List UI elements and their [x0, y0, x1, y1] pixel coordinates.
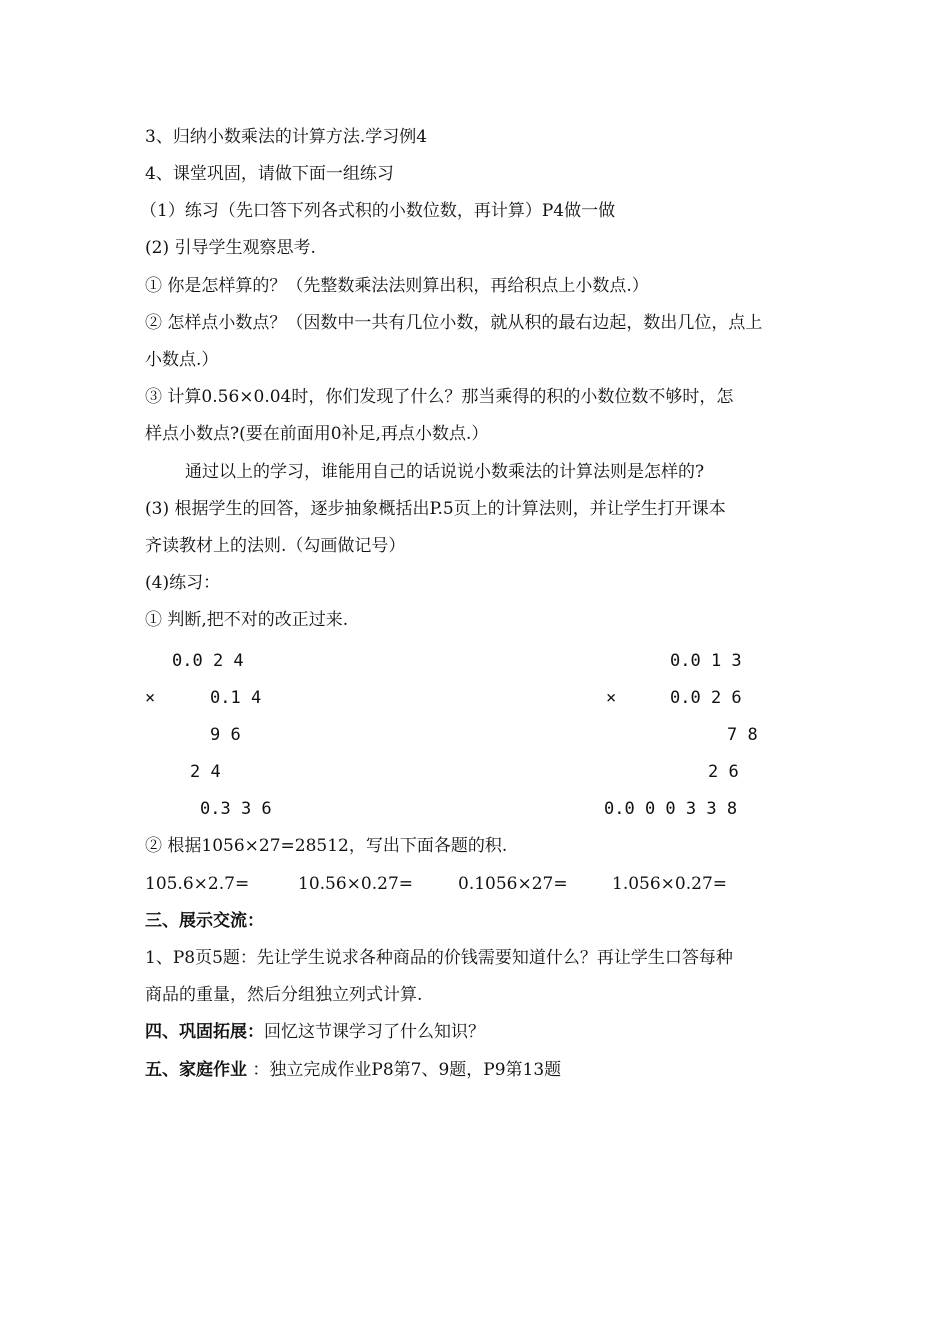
judge-instruction: ① 判断,把不对的改正过来.	[145, 610, 349, 630]
right-multiplier: 0.0 2 6	[670, 688, 742, 708]
right-times-sign: ×	[606, 688, 617, 708]
section-3-item-1-cont: 商品的重量，然后分组独立列式计算.	[145, 985, 423, 1005]
step-4-line: 4、课堂巩固，请做下面一组练习	[145, 164, 394, 184]
left-partial-1: 9 6	[210, 725, 241, 745]
section-5-line	[145, 1059, 561, 1081]
section-4-heading: 四、巩固拓展：	[145, 1022, 264, 1042]
left-result: 0.3 3 6	[200, 799, 272, 819]
question-2-cont: 小数点.）	[145, 350, 219, 370]
left-partial-2: 2 4	[190, 762, 221, 782]
exercise-4-line: (4)练习：	[145, 573, 221, 593]
section-5-heading: 五、家庭作业	[145, 1060, 247, 1080]
step-3-line: 3、归纳小数乘法的计算方法.学习例4	[145, 127, 428, 147]
section-4-body: 回忆这节课学习了什么知识？	[264, 1022, 485, 1042]
exercise-item: 10.56×0.27=	[298, 874, 414, 894]
section-3-heading: 三、展示交流：	[145, 911, 264, 931]
right-multiplicand: 0.0 1 3	[670, 651, 742, 671]
left-multiplier: 0.1 4	[210, 688, 262, 708]
question-3-line: ③ 计算0.56×0.04时，你们发现了什么？那当乘得的积的小数位数不够时，怎	[145, 387, 734, 407]
left-times-sign: ×	[145, 688, 156, 708]
right-result: 0.0 0 0 3 3 8	[604, 799, 738, 819]
exercise-3-line: (3) 根据学生的回答，逐步抽象概括出P.5页上的计算法则，并让学生打开课本	[145, 499, 726, 519]
summary-question: 通过以上的学习，谁能用自己的话说说小数乘法的计算法则是怎样的?	[185, 462, 705, 482]
exercise-item: 105.6×2.7=	[145, 874, 250, 894]
exercise-1-line: （1）练习（先口答下列各式积的小数位数，再计算）P4做一做	[140, 201, 616, 221]
product-instruction: ② 根据1056×27=28512，写出下面各题的积.	[145, 836, 508, 856]
question-2-line: ② 怎样点小数点？（因数中一共有几位小数，就从积的最右边起，数出几位，点上	[145, 313, 763, 333]
left-multiplicand: 0.0 2 4	[172, 651, 244, 671]
right-partial-2: 2 6	[708, 762, 739, 782]
exercise-3-cont: 齐读教材上的法则.（勾画做记号）	[145, 536, 406, 556]
section-5-body: ：独立完成作业P8第7、9题，P9第13题	[247, 1060, 562, 1080]
exercise-item: 0.1056×27=	[458, 874, 568, 894]
right-partial-1: 7 8	[727, 725, 758, 745]
section-3-item-1: 1、P8页5题：先让学生说求各种商品的价钱需要知道什么？再让学生口答每种	[145, 948, 733, 968]
question-3-cont: 样点小数点?(要在前面用0补足,再点小数点.）	[145, 424, 489, 444]
exercise-item: 1.056×0.27=	[612, 874, 728, 894]
question-1-line: ① 你是怎样算的？（先整数乘法法则算出积，再给积点上小数点.）	[145, 276, 649, 296]
exercise-2-line: (2) 引导学生观察思考.	[145, 238, 316, 258]
section-4-line	[145, 1021, 485, 1043]
